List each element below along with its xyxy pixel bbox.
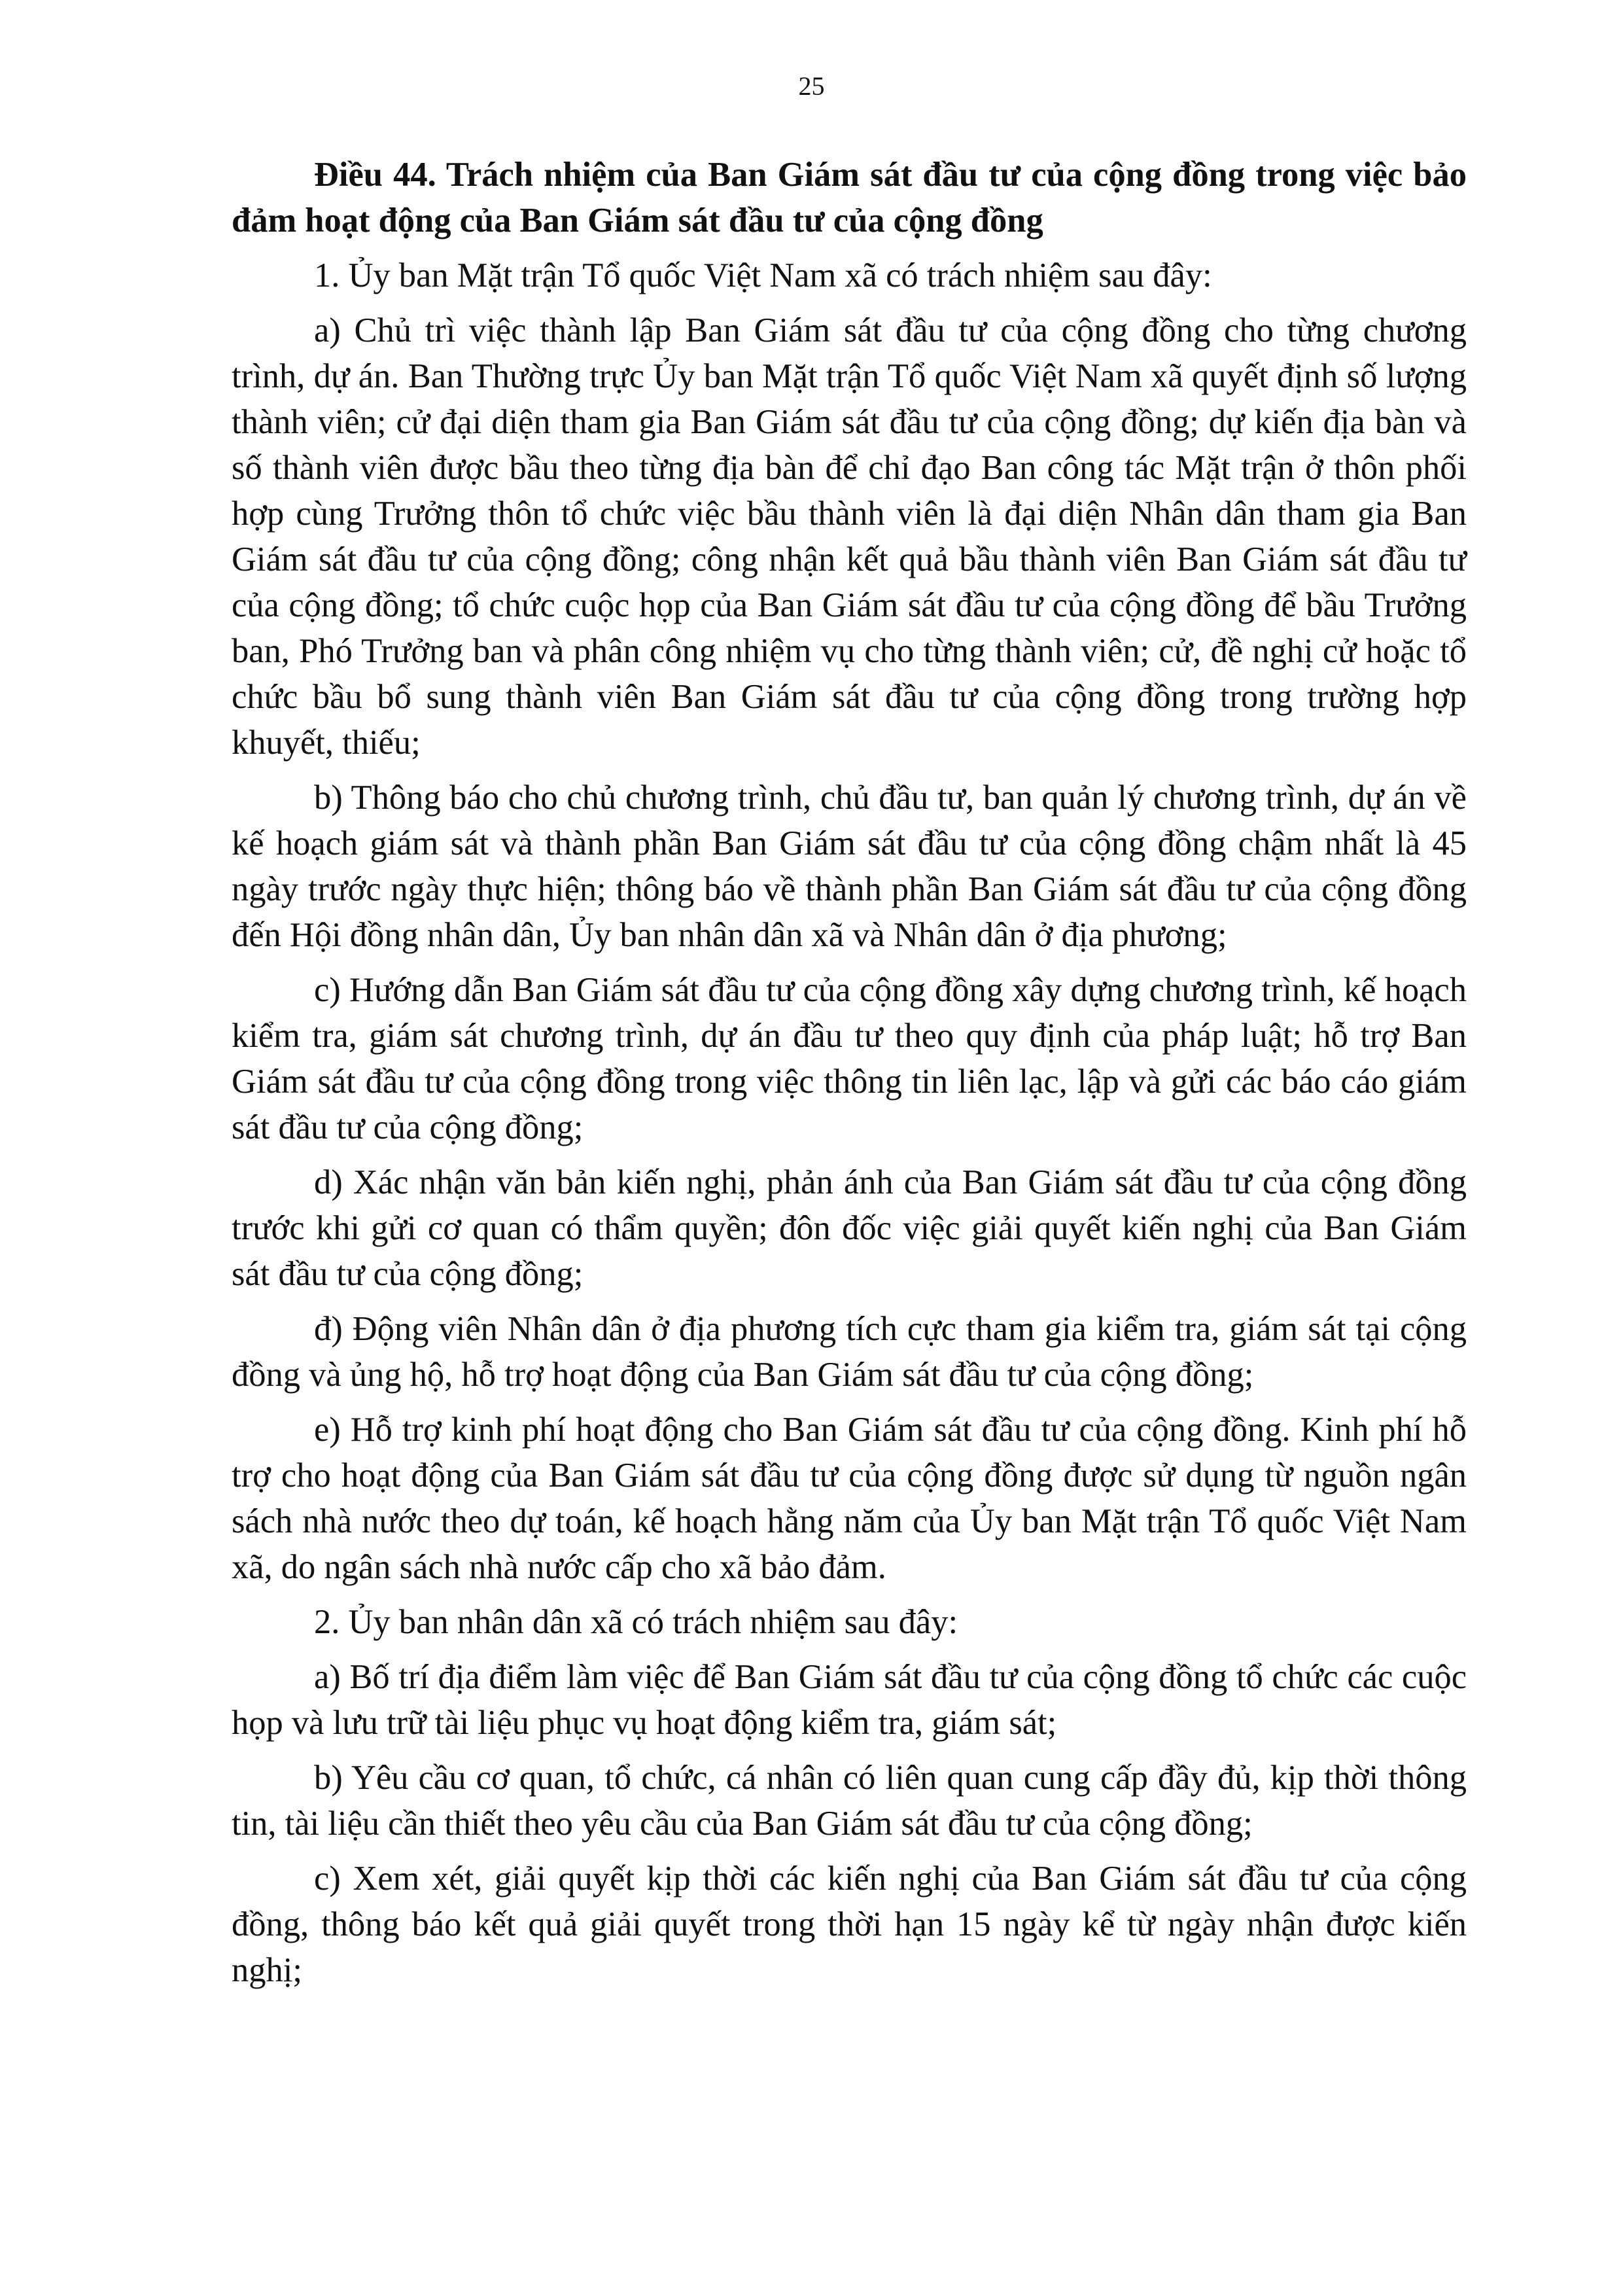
- paragraph-1c: c) Hướng dẫn Ban Giám sát đầu tư của cộng đồng xây dựng chương trình, kế hoạch kiểm tra, giám sát chương trình, dự án đầu tư theo quy định của pháp luật; hỗ trợ Ban Giám sát đầu tư của cộng đồng trong việc thông tin liên lạc, lập và gửi các báo cáo giám sát đầu tư của cộng đồng;: [232, 971, 1467, 1146]
- paragraph-2b: b) Yêu cầu cơ quan, tổ chức, cá nhân có liên quan cung cấp đầy đủ, kịp thời thông tin, tài liệu cần thiết theo yêu cầu của Ban Giám sát đầu tư của cộng đồng;: [232, 1759, 1467, 1843]
- paragraph-1a: a) Chủ trì việc thành lập Ban Giám sát đầu tư của cộng đồng cho từng chương trình, dự án. Ban Thường trực Ủy ban Mặt trận Tổ quốc Việt Nam xã quyết định số lượng thành viên; cử đại diện tham gia Ban Giám sát đầu tư của cộng đồng; dự kiến địa bàn và số thành viên được bầu theo từng địa bàn để chỉ đạo Ban công tác Mặt trận ở thôn phối hợp cùng Trưởng thôn tổ chức việc bầu thành viên là đại diện Nhân dân tham gia Ban Giám sát đầu tư của cộng đồng; công nhận kết quả bầu thành viên Ban Giám sát đầu tư của cộng đồng; tổ chức cuộc họp của Ban Giám sát đầu tư của cộng đồng để bầu Trưởng ban, Phó Trưởng ban và phân công nhiệm vụ cho từng thành viên; cử, đề nghị cử hoặc tổ chức bầu bổ sung thành viên Ban Giám sát đầu tư của cộng đồng trong trường hợp khuyết, thiếu;: [232, 311, 1467, 762]
- paragraph-1dd: đ) Động viên Nhân dân ở địa phương tích cực tham gia kiểm tra, giám sát tại cộng đồng và ủng hộ, hỗ trợ hoạt động của Ban Giám sát đầu tư của cộng đồng;: [232, 1310, 1467, 1394]
- page-number: 25: [798, 71, 825, 101]
- document-body: [232, 152, 1467, 2002]
- paragraph-2c: c) Xem xét, giải quyết kịp thời các kiến nghị của Ban Giám sát đầu tư của cộng đồng, thông báo kết quả giải quyết trong thời hạn 15 ngày kể từ ngày nhận được kiến nghị;: [232, 1860, 1467, 1989]
- paragraph-2a: a) Bố trí địa điểm làm việc để Ban Giám sát đầu tư của cộng đồng tổ chức các cuộc họp và lưu trữ tài liệu phục vụ hoạt động kiểm tra, giám sát;: [232, 1658, 1467, 1742]
- paragraph-1d: d) Xác nhận văn bản kiến nghị, phản ánh của Ban Giám sát đầu tư của cộng đồng trước khi gửi cơ quan có thẩm quyền; đôn đốc việc giải quyết kiến nghị của Ban Giám sát đầu tư của cộng đồng;: [232, 1163, 1467, 1293]
- paragraph-1b: b) Thông báo cho chủ chương trình, chủ đầu tư, ban quản lý chương trình, dự án về kế hoạch giám sát và thành phần Ban Giám sát đầu tư của cộng đồng chậm nhất là 45 ngày trước ngày thực hiện; thông báo về thành phần Ban Giám sát đầu tư của cộng đồng đến Hội đồng nhân dân, Ủy ban nhân dân xã và Nhân dân ở địa phương;: [232, 779, 1467, 954]
- paragraph-1: 1. Ủy ban Mặt trận Tổ quốc Việt Nam xã có trách nhiệm sau đây:: [314, 256, 1212, 294]
- paragraph-1e: e) Hỗ trợ kinh phí hoạt động cho Ban Giám sát đầu tư của cộng đồng. Kinh phí hỗ trợ cho hoạt động của Ban Giám sát đầu tư của cộng đồng được sử dụng từ nguồn ngân sách nhà nước theo dự toán, kế hoạch hằng năm của Ủy ban Mặt trận Tổ quốc Việt Nam xã, do ngân sách nhà nước cấp cho xã bảo đảm.: [232, 1411, 1467, 1586]
- paragraph-2: 2. Ủy ban nhân dân xã có trách nhiệm sau đây:: [314, 1603, 958, 1641]
- article-title: Điều 44. Trách nhiệm của Ban Giám sát đầu tư của cộng đồng trong việc bảo đảm hoạt động của Ban Giám sát đầu tư của cộng đồng: [232, 156, 1467, 239]
